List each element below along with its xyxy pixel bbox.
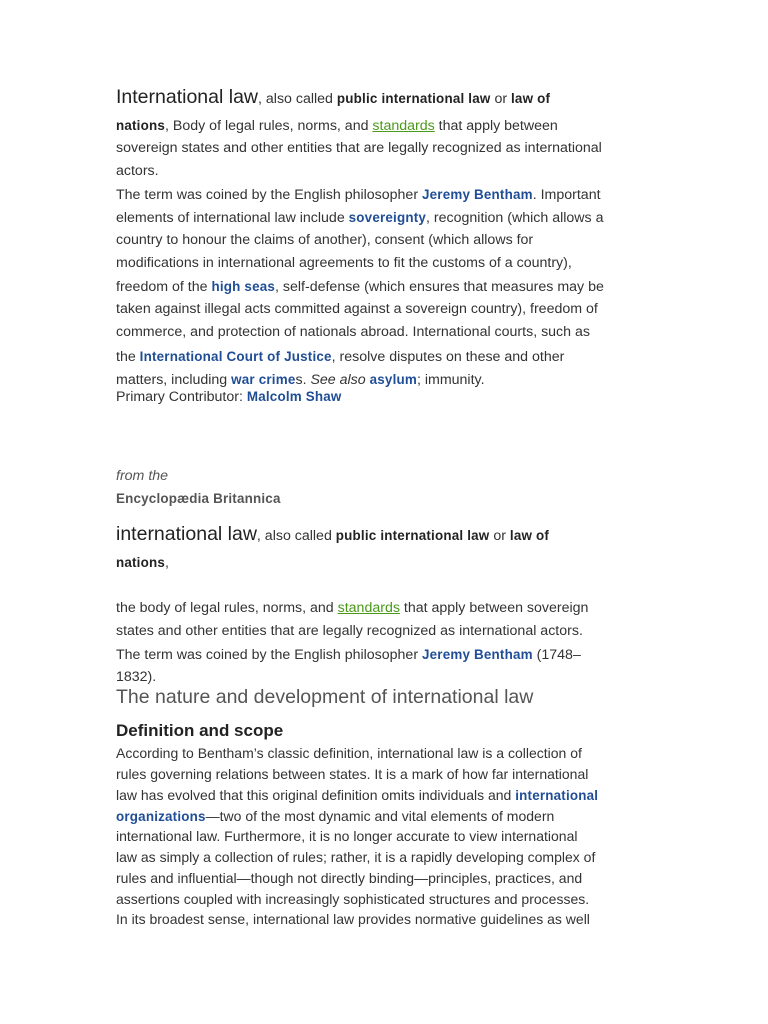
entry1-line10: taken against illegal acts committed against a sovereign country), freedom of [116, 301, 598, 317]
entry2-title: international law [116, 523, 257, 545]
section-line3: law has evolved that this original definition omits individuals and international [116, 787, 599, 803]
section-line6: law as simply a collection of rules; rather, it is a rapidly developing complex of [116, 849, 596, 865]
term-law-of: law of [511, 91, 551, 106]
malcolm-shaw-link[interactable]: Malcolm Shaw [246, 389, 342, 404]
source-from-the: from the [116, 468, 169, 484]
section-line5: international law. Furthermore, it is no longer accurate to view international [116, 828, 578, 844]
standards-link[interactable]: standards [372, 118, 435, 134]
source-publication: Encyclopædia Britannica [116, 491, 281, 506]
standards-link-2[interactable]: standards [337, 600, 400, 616]
entry2-body-line3: The term was coined by the English philosopher Jeremy Bentham (1748– [116, 647, 581, 663]
term-nations: nations [116, 118, 166, 133]
section-line9: In its broadest sense, international law provides normative guidelines as well [116, 911, 590, 927]
war-crimes-link[interactable]: war crime [231, 372, 296, 387]
entry1-line9: freedom of the high seas, self-defense (which ensures that measures may be [116, 279, 604, 295]
entry1-line6: elements of international law include sovereignty, recognition (which allows a [116, 210, 604, 226]
asylum-link[interactable]: asylum [369, 372, 417, 387]
sovereignty-link[interactable]: sovereignty [348, 210, 427, 225]
entry2-body-line2: states and other entities that are legally recognized as international actors. [116, 623, 583, 639]
section-line1: According to Bentham’s classic definition, international law is a collection of [116, 745, 582, 761]
entry1-line11: commerce, and protection of nationals abroad. International courts, such as [116, 324, 590, 340]
primary-contributor: Primary Contributor: Malcolm Shaw [116, 389, 342, 405]
entry1-line12: the International Court of Justice, resolve disputes on these and other [116, 349, 565, 365]
international-organizations-link-part2[interactable]: organizations [116, 809, 206, 824]
entry2-body-line4: 1832). [116, 669, 157, 685]
entry1-line4: actors. [116, 163, 159, 179]
jeremy-bentham-link[interactable]: Jeremy Bentham [422, 187, 533, 202]
entry1-title: International law [116, 86, 259, 108]
high-seas-link[interactable]: high seas [211, 279, 276, 294]
international-organizations-link-part1[interactable]: international [515, 788, 599, 803]
section-line4: organizations—two of the most dynamic and vital elements of modern [116, 808, 555, 824]
entry2-line2: nations, [116, 555, 169, 571]
international-court-of-justice-link[interactable]: International Court of Justice [139, 349, 332, 364]
section-subheading: Definition and scope [116, 721, 284, 740]
entry2-line1: international law, also called public international law or law of [116, 523, 550, 545]
section-line8: assertions coupled with increasingly sophisticated structures and processes. [116, 891, 590, 907]
entry1-line13: matters, including war crimes. See also asylum; immunity. [116, 372, 485, 388]
entry1-line3: sovereign states and other entities that are legally recognized as international [116, 140, 602, 156]
entry1-line2: nations, Body of legal rules, norms, and standards that apply between [116, 118, 558, 134]
section-heading: The nature and development of international law [116, 686, 534, 708]
section-line7: rules and influential—though not directly binding—principles, practices, and [116, 870, 583, 886]
jeremy-bentham-link-2[interactable]: Jeremy Bentham [422, 647, 533, 662]
entry1-line8: modifications in international agreements to fit the customs of a country), [116, 255, 572, 271]
entry1-line7: country to honour the claims of another), consent (which allows for [116, 232, 534, 248]
entry1-line1: International law, also called public international law or law of [116, 86, 551, 108]
term-public-international-law: public international law [336, 91, 491, 106]
entry2-body-line1: the body of legal rules, norms, and standards that apply between sovereign [116, 600, 589, 616]
section-line2: rules governing relations between states. It is a mark of how far international [116, 766, 589, 782]
entry1-line5: The term was coined by the English philosopher Jeremy Bentham. Important [116, 187, 601, 203]
